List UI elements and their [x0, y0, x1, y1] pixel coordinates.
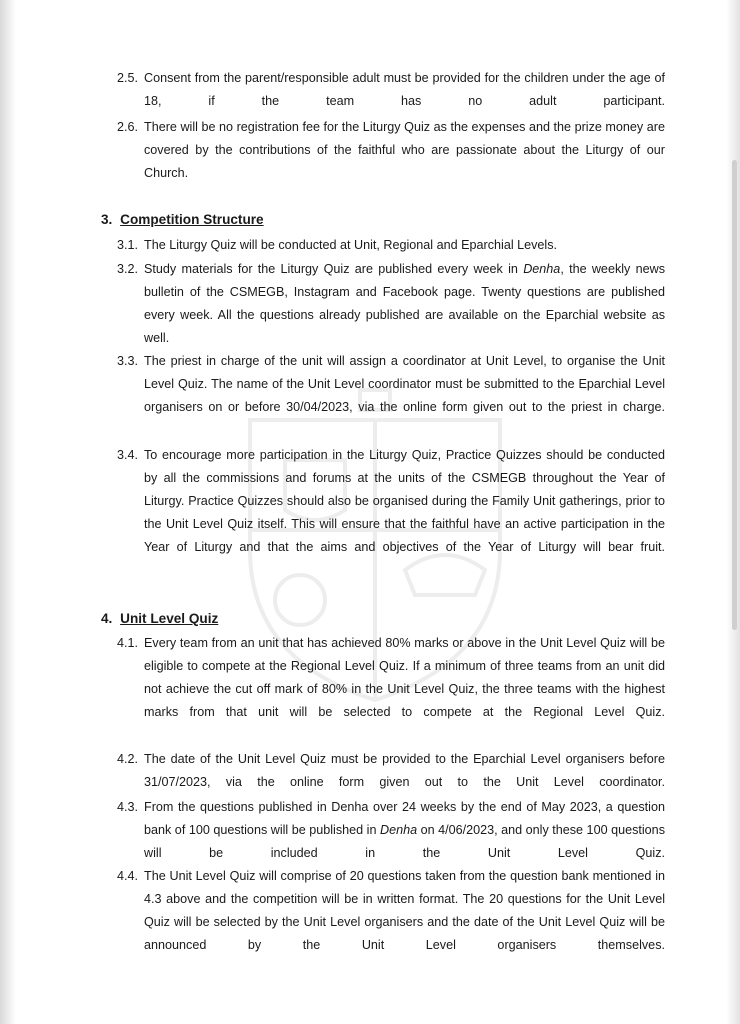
page-shadow-left: [0, 0, 16, 1024]
item-text: To encourage more participation in the Liturgy Quiz, Practice Quizzes should be conducted by all the commissions and forums at the units of the CSMEGB throughout the Year of Liturgy. Practice Quizzes should also be organised during the Family Unit gatherings, prior to the Unit Level Quiz itself. This will ensure that the faithful have an active participation in the Year of Liturgy and that the aims and objectives of the Year of Liturgy will bear fruit.: [144, 448, 665, 554]
item-number: 2.6.: [117, 120, 139, 134]
section-heading-3: [101, 210, 264, 230]
section-title: Unit Level Quiz: [120, 611, 219, 626]
item-number: 4.1.: [117, 636, 139, 650]
item-text: The priest in charge of the unit will assign a coordinator at Unit Level, to organise the Unit Level Quiz. The name of the Unit Level coordinator must be submitted to the Eparchial Level organisers on or before 30/04/2023, via the online form given out to the priest in charge.: [144, 354, 665, 414]
item-number: 3.4.: [117, 448, 139, 462]
item-number: 3.2.: [117, 262, 139, 276]
item-text: The date of the Unit Level Quiz must be provided to the Eparchial Level organisers before 31/07/2023, via the online form given out to the Unit Level coordinator.: [144, 752, 665, 789]
item-number: 4.2.: [117, 752, 139, 766]
scrollbar-thumb[interactable]: [732, 160, 737, 630]
list-item-3-3: [117, 350, 665, 442]
list-item-4-1: [117, 632, 665, 747]
list-item-3-1: [117, 234, 665, 257]
item-text: Every team from an unit that has achieved 80% marks or above in the Unit Level Quiz will be eligible to compete at the Regional Level Quiz. If a minimum of three teams from an unit did not achieve the cut off mark of 80% in the Unit Level Quiz, the three teams with the highest marks from that unit will be selected to compete at the Regional Level Quiz.: [144, 636, 665, 719]
section-heading-4: [101, 609, 218, 629]
list-item-3-4: [117, 444, 665, 582]
item-text: Consent from the parent/responsible adult must be provided for the children under the age of 18, if the team has no adult participant.: [144, 71, 665, 108]
item-number: 4.4.: [117, 869, 139, 883]
item-text: The Liturgy Quiz will be conducted at Unit, Regional and Eparchial Levels.: [144, 238, 558, 252]
list-item-2-6: [117, 116, 665, 208]
item-text: Study materials for the Liturgy Quiz are published every week in Denha, the weekly news bulletin of the CSMEGB, Instagram and Facebook page. Twenty questions are published every week. All the questions already published are available on the Eparchial website as well.: [144, 262, 665, 345]
item-number: 4.3.: [117, 800, 139, 814]
item-number: 2.5.: [117, 71, 139, 85]
item-text: There will be no registration fee for the Liturgy Quiz as the expenses and the prize money are covered by the contributions of the faithful who are passionate about the Liturgy of our Church.: [144, 120, 665, 180]
section-number: 4.: [101, 611, 113, 626]
item-text: The Unit Level Quiz will comprise of 20 questions taken from the question bank mentioned in 4.3 above and the competition will be in written format. The 20 questions for the Unit Level Quiz will be selected by the Unit Level organisers and the date of the Unit Level Quiz will be announced by the Unit Level organisers themselves.: [144, 869, 665, 952]
item-text: From the questions published in Denha over 24 weeks by the end of May 2023, a question bank of 100 questions will be published in Denha on 4/06/2023, and only these 100 questions will be included in the Unit Level Quiz.: [144, 800, 665, 860]
section-number: 3.: [101, 212, 113, 227]
section-title: Competition Structure: [120, 212, 264, 227]
list-item-4-4: [117, 865, 665, 980]
item-number: 3.1.: [117, 238, 139, 252]
item-number: 3.3.: [117, 354, 139, 368]
